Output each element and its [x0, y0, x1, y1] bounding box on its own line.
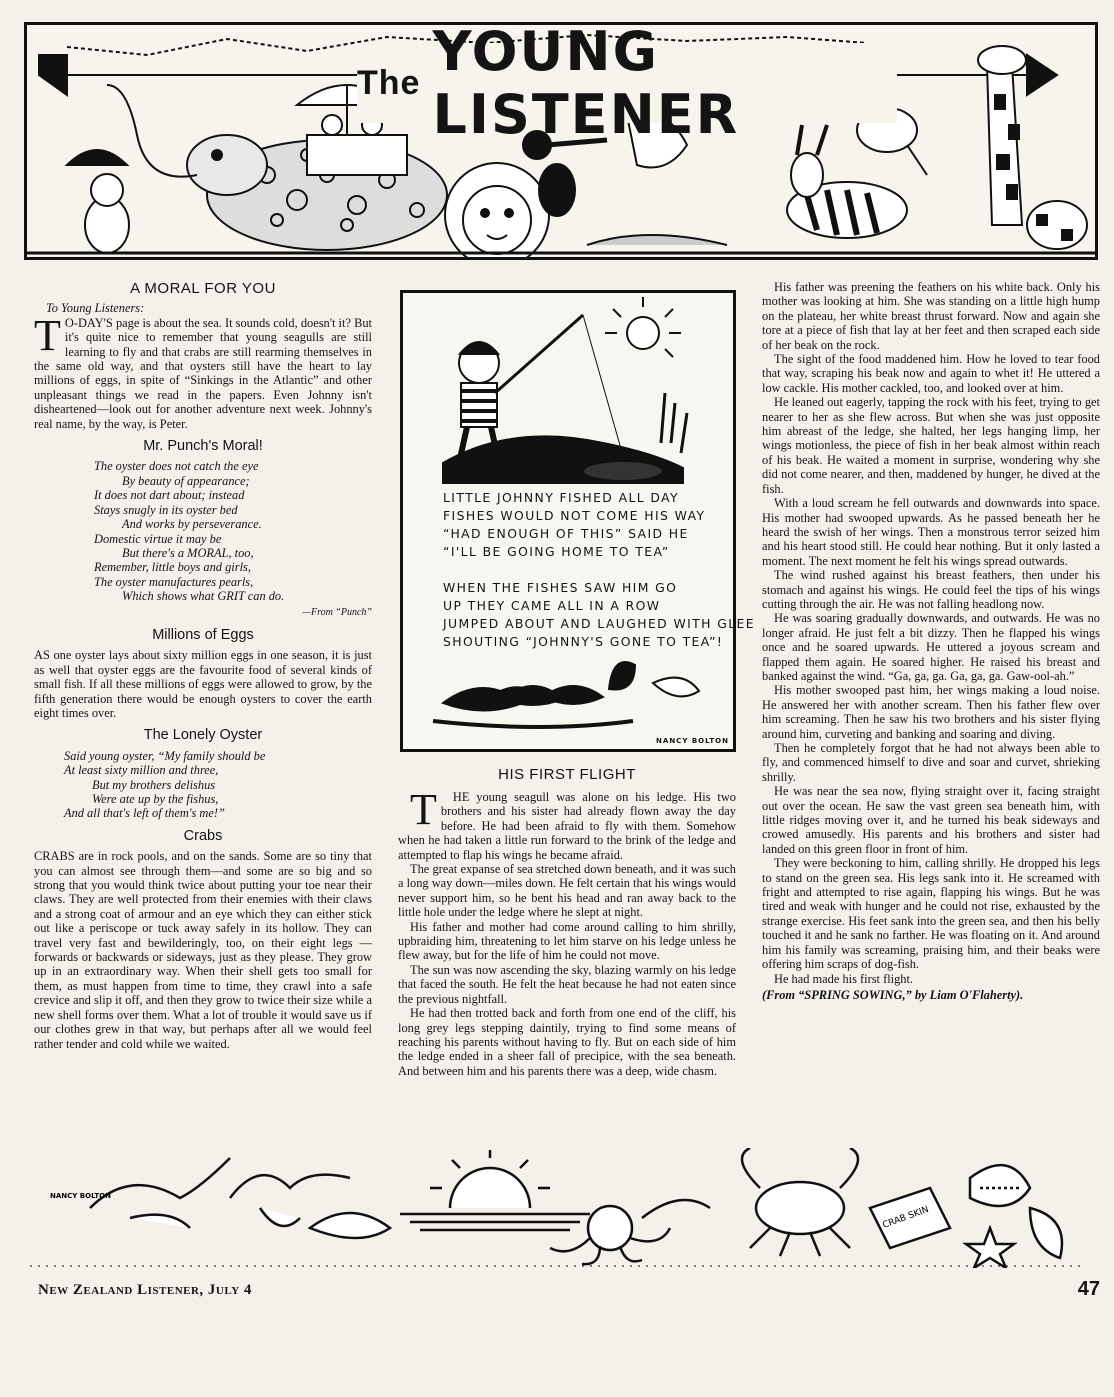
- verse-line: SHOUTING “JOHNNY'S GONE TO TEA”!: [443, 634, 724, 649]
- poem-line: By beauty of appearance;: [122, 473, 250, 488]
- flight-middle-text: [398, 785, 736, 1078]
- poem-line: Which shows what GRIT can do.: [122, 589, 285, 604]
- verse-line: “HAD ENOUGH OF THIS” SAID HE: [443, 526, 689, 541]
- punch-credit: —From “Punch”: [302, 606, 372, 618]
- flight-paragraph: He had made his first flight.: [774, 971, 914, 986]
- flight-paragraph: They were beckoning to him, calling shrilly. He dropped his legs to stand on the green sea. His legs sank into it. He screamed with fright and attempted to rise again, flapping his wings. But he was tired and weak with hunger and he could not rise, exhausted by the strange exercise. His feet sank into the green sea, and then his belly touched it and he sank no farther. He was floating on it. And around him his family was screaming, praising him, and their beaks were offering him scraps of dog-fish.: [762, 856, 1100, 972]
- sea-creatures-illustration: [30, 1148, 1084, 1268]
- eggs-body: AS one oyster lays about sixty million eggs in one season, it is just as well that oyster eggs are the favourite food of several kinds of small fish. If all these millions of eggs were allowed to grow, by the fifth generation there would be enough oysters to cover the earth eight times over.: [34, 648, 372, 720]
- cartoon-artist: NANCY BOLTON: [656, 737, 729, 745]
- verse-line: FISHES WOULD NOT COME HIS WAY: [443, 508, 706, 523]
- moral-salutation: To Young Listeners:: [46, 301, 145, 316]
- verse-line: “I'LL BE GOING HOME TO TEA”: [443, 544, 670, 559]
- left-column: [34, 276, 372, 1051]
- eggs-heading: Millions of Eggs: [152, 626, 254, 643]
- flight-attribution: (From “SPRING SOWING,” by Liam O'Flaherty).: [762, 987, 1024, 1002]
- cartoon-verse-1: [443, 489, 705, 561]
- cartoon-verse-2: [443, 579, 755, 651]
- verse-line: WHEN THE FISHES SAW HIM GO: [443, 580, 678, 595]
- masthead: [24, 22, 1098, 260]
- verse-line: LITTLE JOHNNY FISHED ALL DAY: [443, 490, 680, 505]
- flight-heading: HIS FIRST FLIGHT: [498, 766, 636, 783]
- verse-line: JUMPED ABOUT AND LAUGHED WITH GLEE: [443, 616, 755, 631]
- masthead-title: [357, 22, 897, 146]
- flight-paragraph: His father and mother had come around calling to him shrilly, upbraiding him, threatening to let him starve on his ledge unless he flew away, but for the life of him he could not move.: [398, 919, 736, 963]
- poem-line: Remember, little boys and girls,: [94, 560, 251, 575]
- poem-line: Were ate up by the fishus,: [92, 792, 219, 806]
- crabs-heading: Crabs: [183, 827, 223, 844]
- poem-line: And all that's left of them's me!”: [64, 806, 225, 821]
- flight-paragraph: The wind rushed against his breast feathers, then under his stomach and against his wings. He could feel the tips of his wings cutting through the air. He was not falling headlong now.: [762, 568, 1100, 611]
- verse-line: UP THEY CAME ALL IN A ROW: [443, 598, 661, 613]
- flight-paragraph: He was soaring gradually downwards, and outwards. He was no longer afraid. He just felt a bit dizzy. Then he flapped his wings once and he soared upwards. He uttered a joyous scream and flapped them again. He soared higher. He raised his breast and banked against the wind. “Ga, ga, ga. Ga, ga, ga. Gaw-ool-ah.”: [762, 611, 1100, 683]
- title-the: The: [357, 63, 421, 102]
- flight-paragraph: The sight of the food maddened him. How he loved to tear food that way, scraping his beak now and again to whet it! He uttered a low cackle. His mother cackled, too, and looked over at him.: [762, 352, 1100, 395]
- page-number: 47: [1077, 1278, 1100, 1300]
- flight-paragraph: Then he completely forgot that he had not always been able to fly, and commenced himself to dive and soar and curvet, shrieking shrilly.: [762, 741, 1100, 784]
- flight-paragraph: He was near the sea now, flying straight over it, facing straight out over the ocean. He saw the vast green sea beneath him, with little ridges moving over it, and he turned his beak sideways and crowed amusedly. His parents and his brothers and sister had landed on this green floor in front of him.: [762, 784, 1100, 856]
- poem-line: Domestic virtue it may be: [94, 531, 222, 546]
- flight-paragraph: The sun was now ascending the sky, blazing warmly on his ledge that faced the south. He felt the heat because he had not eaten since the previous nightfall.: [398, 962, 736, 1006]
- flight-paragraph: The great expanse of sea stretched down beneath, and it was such a long way down—miles down. He felt certain that his wings would never support him, so he bent his head and ran away back to the little hole under the ledge where he slept at night.: [398, 862, 736, 920]
- flight-paragraph: He had then trotted back and forth from one end of the cliff, his long grey legs stepping daintily, trying to find some means of reaching his parents without having to fly. But on each side of him the ledge ended in a sheer fall of precipice, with the sea beneath. And between him and his parents there was a deep, wide chasm.: [398, 1006, 736, 1078]
- poem-line: But my brothers delishus: [92, 777, 216, 792]
- punch-heading: Mr. Punch's Moral!: [143, 438, 263, 455]
- poem-line: But there's a MORAL, too,: [122, 545, 254, 560]
- poem-line: At least sixty million and three,: [64, 763, 219, 778]
- poem-line: The oyster does not catch the eye: [94, 459, 259, 474]
- moral-body: TO-DAY'S page is about the sea. It sounds cold, doesn't it? But it's quite nice to remember that young seagulls are still learning to fly and that crabs are still rearming themselves in the same old way, and that oysters still have the heart to lay millions of eggs, in spite of “Sinkings in the Atlantic” and other unpleasant things we read in the papers. Even Johnny isn't disheartened—look out for another adventure next week. Johnny's real name, by the way, is Peter.: [34, 310, 372, 431]
- poem-line: The oyster manufactures pearls,: [94, 574, 254, 589]
- poem-line: Stays snugly in its oyster bed: [94, 502, 238, 517]
- poem-line: Said young oyster, “My family should be: [64, 748, 266, 763]
- moral-heading: A MORAL FOR YOU: [130, 280, 276, 297]
- poem-line: And works by perseverance.: [122, 517, 262, 532]
- crabs-body: CRABS are in rock pools, and on the sands. Some are so tiny that you can almost see through them—and some are so big and so strong that you would think twice about putting your toe near their claws. They are well protected from their enemies with their claws and a strong coat of armour and an eye which they can either stick out like a periscope or tuck away safely in its hollow. They can travel very fast and bewilderingly, too, on their eight legs —forwards or backwards or sideways, just as they please. They grow up in an extraordinary way. When their shell gets too small for them, as must happen from time to time, they crawl into a safe crevice and slip it off, and then they grow to twice their size while a new shell forms over them. What a lot of trouble it would save us if our clothes grew in that way, but perhaps after all we would feel rather tender and cold while we waited.: [34, 849, 372, 1051]
- bottom-art-artist: NANCY BOLTON: [50, 1192, 111, 1200]
- johnny-cartoon: [400, 290, 755, 752]
- right-column: [762, 280, 1100, 1002]
- flight-paragraph: His mother swooped past him, her wings making a loud noise. He answered her with another scream. Then his father flew over him screaming. Then he saw his two brothers and his sister flying around him, curveting and banking and soaring and diving.: [762, 683, 1100, 741]
- publication-footer: New Zealand Listener, July 4: [38, 1282, 252, 1298]
- lonely-heading: The Lonely Oyster: [143, 727, 263, 744]
- punch-poem: [94, 459, 372, 603]
- poem-line: It does not dart about; instead: [94, 488, 245, 503]
- title-young-listener: YOUNG LISTENER: [432, 22, 740, 146]
- lonely-poem: [64, 749, 372, 821]
- crab-skin-label: CRAB SKIN: [881, 1204, 931, 1231]
- flight-paragraph: THE young seagull was alone on his ledge. His two brothers and his sister had already flown away the day before. He had been afraid to fly with them. Somehow when he had taken a little run forward to the brink of the ledge and attempted to flap his wings he became afraid.: [398, 785, 736, 862]
- flight-paragraph: With a loud scream he fell outwards and downwards into space. His mother had swooped upwards. As he passed beneath her he heard the swish of her wings. Then a monstrous terror seized him and his heart stood still. He could hear nothing. But it only lasted a moment. The next moment he felt his wings spread outwards.: [762, 496, 1100, 568]
- flight-paragraph: He leaned out eagerly, tapping the rock with his feet, trying to get nearer to her as she flew across. But when she was just opposite him abreast of the ledge, she halted, her legs hanging limp, her wings motionless, the piece of fish in her beak almost within reach of his beak. He waited a moment in surprise, wondering why she did not come nearer, and then, maddened by hunger, he dived at the fish.: [762, 395, 1100, 496]
- flight-paragraph: His father was preening the feathers on his white back. Only his mother was looking at him. She was standing on a little high hump on the plateau, her white breast thrust forward. Now and again she tore at a piece of fish that lay at her feet and then scraped each side of her beak on the rock.: [762, 280, 1100, 352]
